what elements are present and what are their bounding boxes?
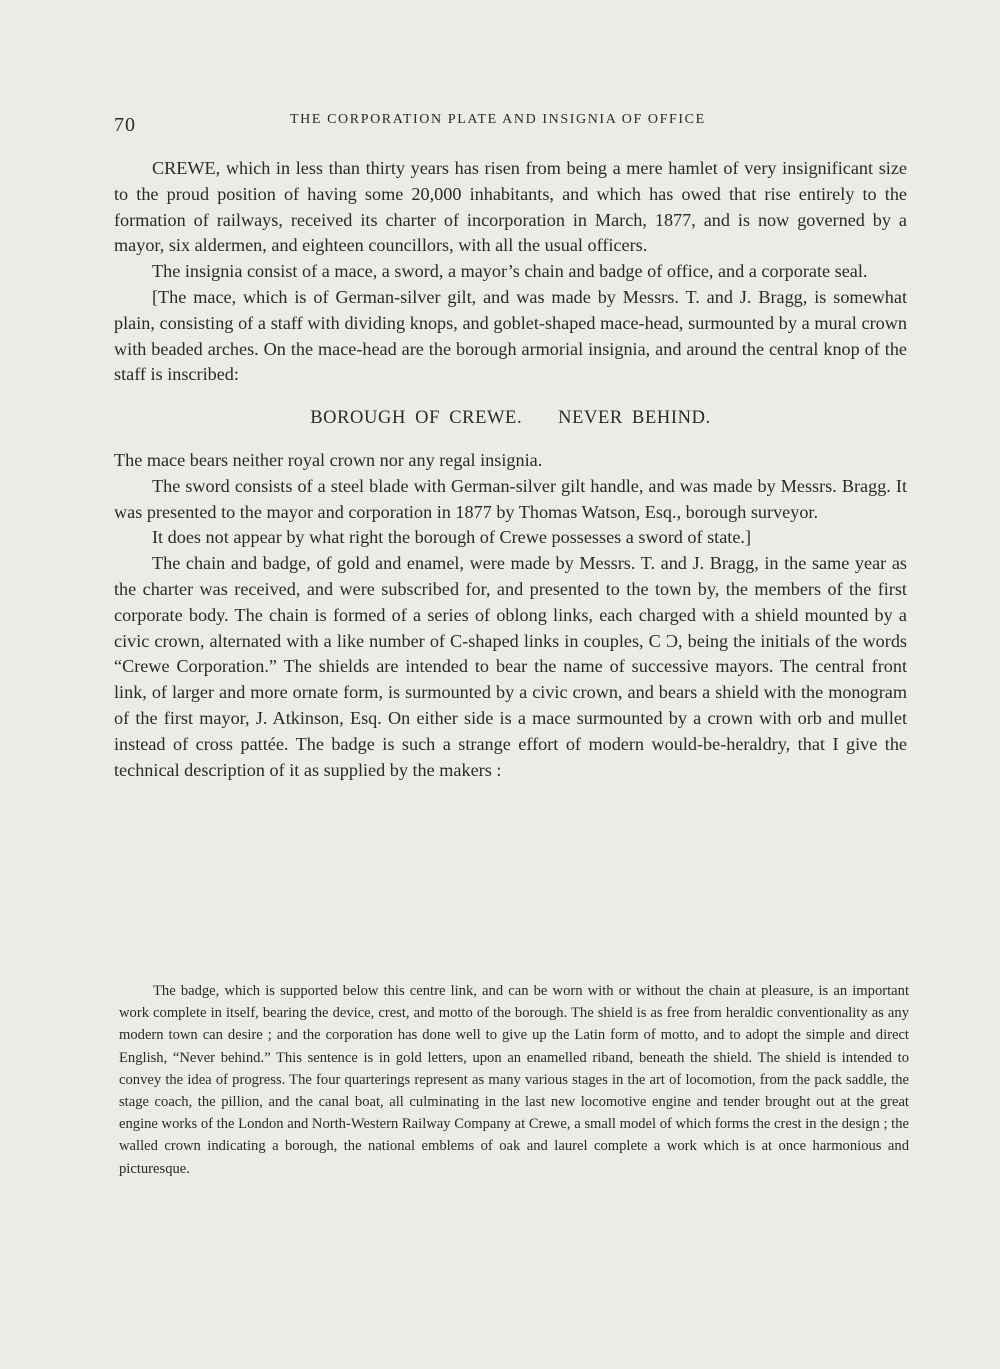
running-title: THE CORPORATION PLATE AND INSIGNIA OF OFFICE xyxy=(290,112,706,127)
mace-inscription xyxy=(114,406,907,432)
paragraph-chain-badge: The chain and badge, of gold and enamel, were made by Messrs. T. and J. Bragg, in the same year as the charter was received, and were subscribed for, and presented to the town by, the members of the first corporate body. The chain is formed of a series of oblong links, each charged with a shield mounted by a civic crown, alternated with a like number of C-shaped links in couples, C Ɔ, being the initials of the words “Crewe Corporation.” The shields are intended to bear the name of successive mayors. The central front link, of larger and more ornate form, is surmounted by a civic crown, and bears a shield with the monogram of the first mayor, J. Atkinson, Esq. On either side is a mace surmounted by a crown with orb and mullet instead of cross pattée. The badge is such a strange effort of modern would-be-heraldry, that I give the technical description of it as supplied by the makers : xyxy=(114,553,907,780)
running-head xyxy=(114,108,914,138)
paragraph-mace: [The mace, which is of German-silver gilt, and was made by Messrs. T. and J. Bragg, is somewhat plain, consisting of a staff with dividing knops, and goblet-shaped mace-head, surmounted by a mural crown with beaded arches. On the mace-head are the borough armorial insignia, and around the central knop of the staff is inscribed: xyxy=(114,286,907,385)
inscription-motto: NEVER BEHIND. xyxy=(558,408,711,429)
paragraph-insignia-list: The insignia consist of a mace, a sword, a mayor’s chain and badge of office, and a corporate seal. xyxy=(152,261,868,282)
makers-description-quote xyxy=(119,980,909,1180)
paragraph-crewe-intro: CREWE, which in less than thirty years has risen from being a mere hamlet of very insignificant size to the proud position of having some 20,000 inhabitants, and which has owed that rise entirely to the formation of railways, received its charter of incorporation in March, 1877, and is now governed by a mayor, six aldermen, and eighteen councillors, with all the usual officers. xyxy=(114,158,907,256)
paragraph-sword-right: It does not appear by what right the borough of Crewe possesses a sword of state.] xyxy=(152,527,752,548)
paragraph-mace-regal: The mace bears neither royal crown nor any regal insignia. xyxy=(114,449,543,470)
inscription-borough: BOROUGH OF CREWE. xyxy=(310,408,523,429)
main-text xyxy=(114,156,907,783)
page-number: 70 xyxy=(114,114,136,136)
paragraph-sword: The sword consists of a steel blade with German-silver gilt handle, and was made by Messrs. Bragg. It was presented to the mayor and corporation in 1877 by Thomas Watson, Esq., borough surveyor. xyxy=(114,475,907,522)
quote-paragraph: The badge, which is supported below this centre link, and can be worn with or without the chain at pleasure, is an important work complete in itself, bearing the device, crest, and motto of the borough. The shield is as free from heraldic conventionality as any modern town can desire ; and the corporation has done well to give up the Latin form of motto, and to adopt the simple and direct English, “Never behind.” This sentence is in gold letters, upon an enamelled riband, beneath the shield. The shield is intended to convey the idea of progress. The four quarterings represent as many various stages in the art of locomotion, from the pack saddle, the stage coach, the pillion, and the canal boat, all culminating in the last new locomotive engine and tender brought out at the great engine works of the London and North-Western Railway Company at Crewe, a small model of which forms the crest in the design ; the walled crown indicating a borough, the national emblems of oak and laurel complete a work which is at once harmonious and picturesque. xyxy=(119,983,909,1177)
